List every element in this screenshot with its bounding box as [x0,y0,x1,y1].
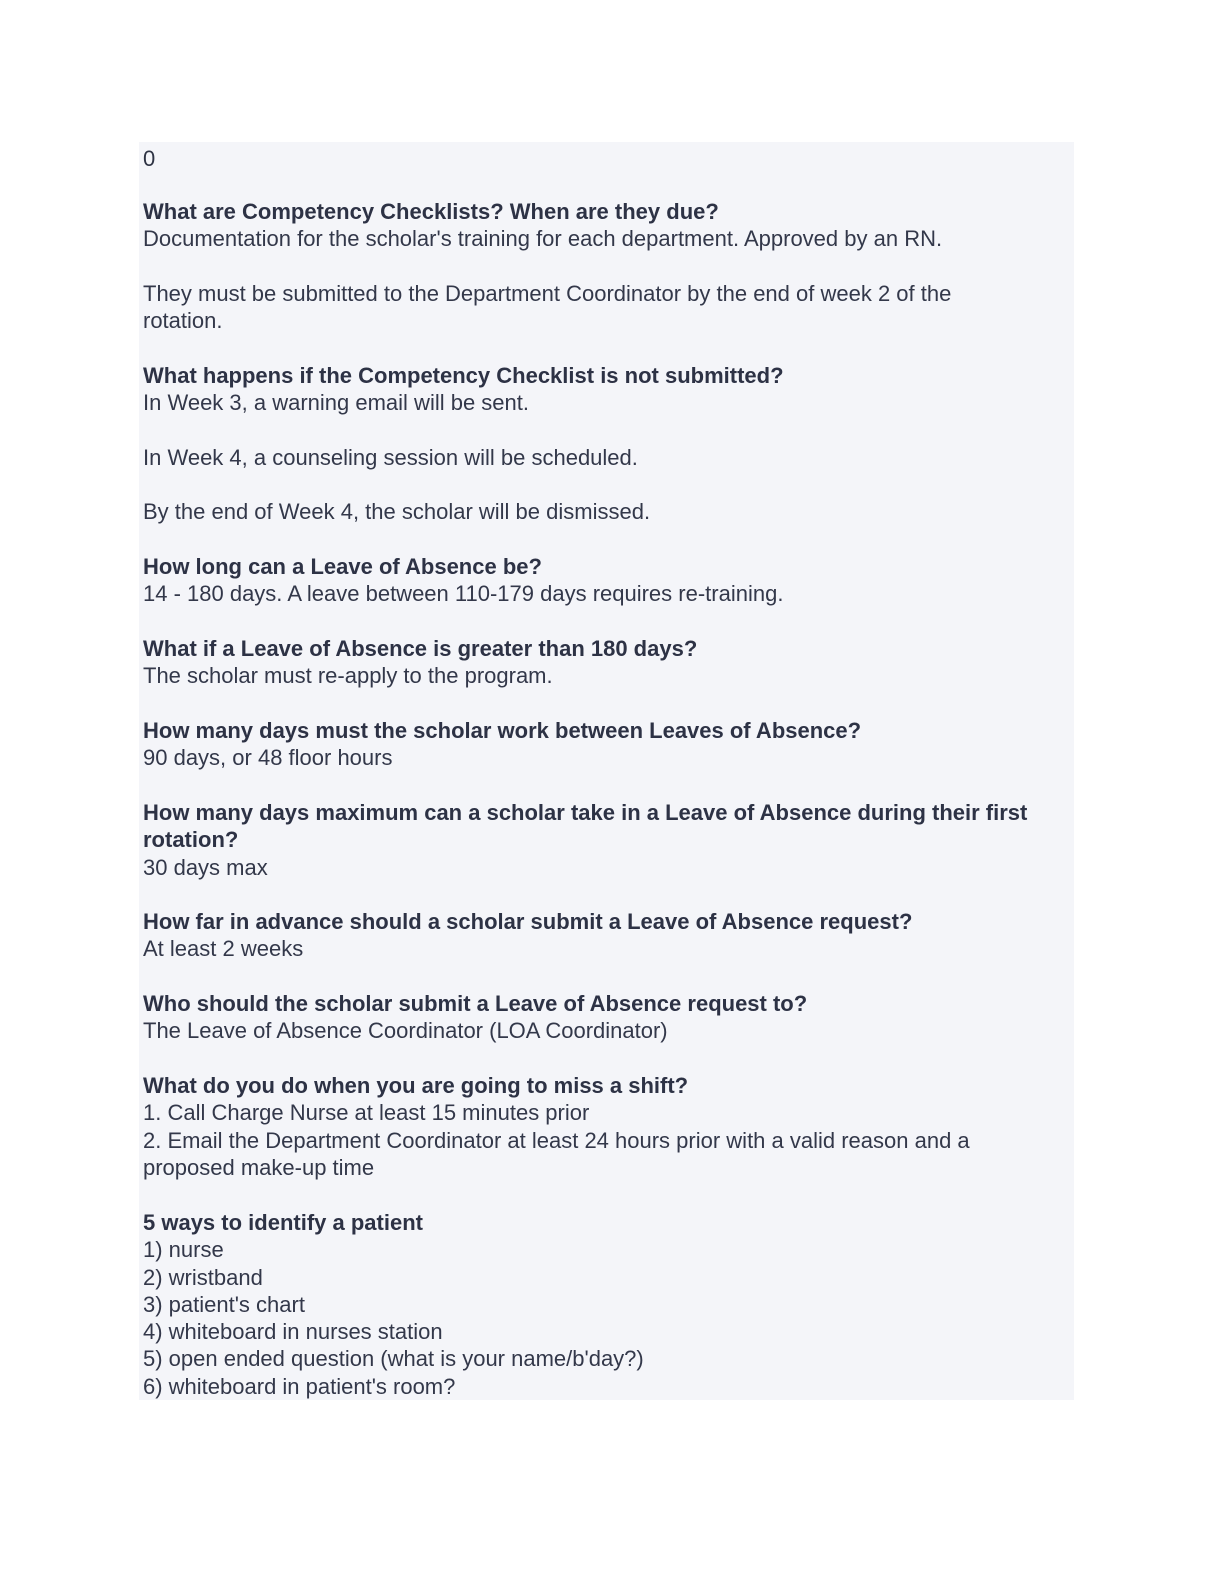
question: What happens if the Competency Checklist is not submitted? [143,363,784,388]
answer-line: rotation. [143,308,223,334]
answer-gap [143,417,1053,444]
qa-card-miss-shift [143,1072,1053,1181]
answer-line: The scholar must re-apply to the program. [143,663,553,689]
qa-card-advance-notice [143,908,1053,963]
answer-line: They must be submitted to the Department Coordinator by the end of week 2 of the [143,280,952,306]
answer-line: 2) wristband [143,1264,263,1290]
qa-card-submit-to [143,990,1053,1045]
answer-line: 1. Call Charge Nurse at least 15 minutes prior [143,1100,590,1126]
answer-line: 14 - 180 days. A leave between 110-179 days requires re-training. [143,581,784,607]
answer-line: 6) whiteboard in patient's room? [143,1373,456,1399]
question: How far in advance should a scholar submit a Leave of Absence request? [143,909,913,934]
answer-line: At least 2 weeks [143,936,304,962]
qa-card-competency [143,198,1053,334]
qa-card-not-submitted [143,362,1053,526]
answer-gap [143,471,1053,498]
answer-line: 2. Email the Department Coordinator at least 24 hours prior with a valid reason and a proposed make-up time [143,1127,970,1180]
answer-line: In Week 3, a warning email will be sent. [143,390,529,416]
qa-card-identify-patient [143,1209,1053,1400]
answer-gap [143,253,1053,280]
qa-card-days-between [143,717,1053,772]
answer-line: 1) nurse [143,1237,224,1263]
answer-line: 30 days max [143,854,268,880]
answer-line: Documentation for the scholar's training for each department. Approved by an RN. [143,226,943,252]
answer-line: 90 days, or 48 floor hours [143,745,393,771]
answer-line: 4) whiteboard in nurses station [143,1319,443,1345]
qa-card-loa-length [143,553,1053,608]
question: How long can a Leave of Absence be? [143,554,542,579]
answer-line: In Week 4, a counseling session will be scheduled. [143,444,638,470]
question: How many days must the scholar work between Leaves of Absence? [143,718,862,743]
question: 5 ways to identify a patient [143,1210,423,1235]
question: What do you do when you are going to miss a shift? [143,1073,689,1098]
qa-card-first-rotation [143,799,1053,881]
question: How many days maximum can a scholar take in a Leave of Absence during their first rotation? [143,800,1028,853]
answer-line: By the end of Week 4, the scholar will be dismissed. [143,499,651,525]
question: What are Competency Checklists? When are they due? [143,199,719,224]
page-index: 0 [143,146,156,171]
question: Who should the scholar submit a Leave of Absence request to? [143,991,808,1016]
answer-line: 5) open ended question (what is your name/b'day?) [143,1346,644,1372]
answer-line: 3) patient's chart [143,1291,305,1317]
answer-line: The Leave of Absence Coordinator (LOA Coordinator) [143,1018,668,1044]
qa-card-loa-over-180 [143,635,1053,690]
question: What if a Leave of Absence is greater than 180 days? [143,636,698,661]
